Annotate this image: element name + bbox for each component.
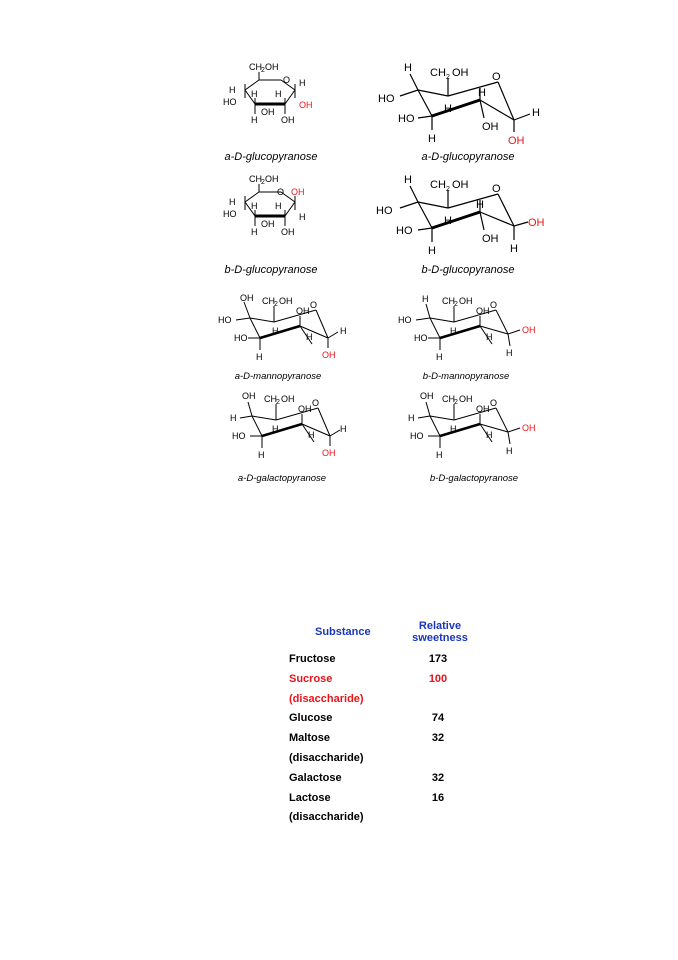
svg-text:OH: OH [522, 423, 536, 433]
svg-text:H: H [340, 326, 347, 336]
structure-b-d-mannopyranose [392, 290, 552, 370]
svg-text:HO: HO [218, 315, 232, 325]
table-row-name: (disaccharide) [289, 752, 364, 764]
structure-b-d-glucopyranose-haworth [215, 172, 325, 262]
svg-text:OH: OH [261, 219, 275, 229]
svg-text:H: H [444, 103, 452, 115]
svg-text:O: O [490, 300, 498, 310]
structure-a-d-galactopyranose [214, 388, 364, 468]
svg-text:CH: CH [262, 296, 275, 306]
caption-structure-3: b-D-glucopyranose [224, 264, 318, 276]
table-row-value: 32 [431, 732, 445, 744]
svg-text:OH: OH [459, 394, 473, 404]
structure-a-d-mannopyranose [212, 290, 362, 370]
svg-text:OH: OH [281, 394, 295, 404]
svg-text:H: H [408, 413, 415, 423]
svg-text:OH: OH [279, 296, 293, 306]
svg-text:OH: OH [528, 217, 545, 229]
svg-text:CH: CH [264, 394, 277, 404]
svg-text:H: H [450, 424, 457, 434]
caption-structure-6: b-D-mannopyranose [422, 371, 510, 382]
svg-text:OH: OH [452, 67, 469, 79]
svg-text:H: H [478, 87, 486, 99]
svg-text:H: H [308, 430, 315, 440]
svg-text:HO: HO [234, 333, 248, 343]
svg-text:H: H [299, 78, 306, 88]
svg-text:OH: OH [265, 62, 279, 72]
svg-text:OH: OH [281, 115, 295, 125]
table-row-name: (disaccharide) [289, 693, 364, 705]
table-row-value: 100 [428, 673, 448, 685]
table-row-name: Sucrose [289, 673, 333, 685]
svg-text:H: H [450, 326, 457, 336]
svg-text:2: 2 [274, 301, 278, 308]
svg-text:HO: HO [232, 431, 246, 441]
svg-text:O: O [277, 187, 285, 197]
table-row-value: 32 [431, 772, 445, 784]
svg-text:2: 2 [446, 186, 450, 193]
table-row-value: 16 [431, 792, 445, 804]
caption-structure-2: a-D-glucopyranose [421, 151, 515, 163]
svg-text:O: O [492, 183, 501, 195]
svg-text:H: H [251, 89, 258, 99]
svg-text:H: H [506, 446, 513, 456]
svg-text:H: H [272, 326, 279, 336]
ch2oh-label: CH [249, 62, 262, 72]
svg-text:H: H [476, 199, 484, 211]
svg-text:H: H [436, 352, 443, 362]
svg-text:OH: OH [508, 135, 525, 147]
svg-text:O: O [492, 71, 501, 83]
svg-text:OH: OH [322, 350, 336, 360]
svg-text:OH: OH [298, 404, 312, 414]
structure-b-d-galactopyranose [392, 388, 552, 468]
svg-text:HO: HO [223, 209, 237, 219]
caption-structure-5: a-D-mannopyranose [234, 371, 322, 382]
table-row-name: Glucose [289, 712, 333, 724]
svg-text:OH: OH [482, 233, 499, 245]
svg-text:H: H [299, 212, 306, 222]
svg-text:H: H [340, 424, 347, 434]
caption-structure-8: b-D-galactopyranose [429, 473, 519, 484]
svg-text:H: H [229, 85, 236, 95]
svg-text:H: H [256, 352, 263, 362]
svg-text:OH: OH [299, 100, 313, 110]
svg-text:CH: CH [442, 296, 455, 306]
svg-text:OH: OH [261, 107, 275, 117]
svg-text:H: H [251, 227, 258, 237]
table-row-name: Galactose [289, 772, 342, 784]
svg-text:H: H [404, 62, 412, 74]
svg-text:CH: CH [430, 179, 446, 191]
svg-text:H: H [251, 201, 258, 211]
header-relative-sweetness: Relative sweetness [412, 620, 468, 644]
svg-text:O: O [310, 300, 318, 310]
table-row-name: Fructose [289, 653, 336, 665]
svg-text:OH: OH [420, 391, 434, 401]
svg-text:OH: OH [242, 391, 256, 401]
svg-text:H: H [422, 294, 429, 304]
svg-text:H: H [532, 107, 540, 119]
header-substance: Substance [315, 626, 371, 638]
svg-text:HO: HO [396, 225, 413, 237]
svg-text:OH: OH [296, 306, 310, 316]
svg-text:2: 2 [261, 179, 265, 186]
svg-text:OH: OH [322, 448, 336, 458]
structure-a-d-glucopyranose-haworth [215, 60, 325, 150]
svg-text:H: H [230, 413, 237, 423]
svg-text:H: H [258, 450, 265, 460]
structure-b-d-glucopyranose-chair [370, 172, 550, 262]
svg-text:OH: OH [522, 325, 536, 335]
svg-text:HO: HO [398, 113, 415, 125]
svg-text:H: H [251, 115, 258, 125]
svg-text:H: H [275, 89, 282, 99]
svg-text:HO: HO [414, 333, 428, 343]
table-row-name: (disaccharide) [289, 811, 364, 823]
svg-text:O: O [283, 75, 291, 85]
svg-text:H: H [506, 348, 513, 358]
svg-text:H: H [404, 174, 412, 186]
table-row-value: 173 [428, 653, 448, 665]
svg-text:HO: HO [223, 97, 237, 107]
svg-text:H: H [229, 197, 236, 207]
table-row-name: Maltose [289, 732, 330, 744]
svg-text:2: 2 [261, 67, 265, 74]
svg-text:2: 2 [446, 74, 450, 81]
svg-text:OH: OH [476, 404, 490, 414]
table-row-name: Lactose [289, 792, 331, 804]
svg-text:OH: OH [459, 296, 473, 306]
svg-text:HO: HO [378, 93, 395, 105]
svg-text:O: O [312, 398, 320, 408]
svg-text:2: 2 [454, 399, 458, 406]
svg-text:OH: OH [281, 227, 295, 237]
svg-text:OH: OH [240, 293, 254, 303]
structure-a-d-glucopyranose-chair [370, 60, 550, 150]
table-row-value: 74 [431, 712, 445, 724]
svg-text:H: H [275, 201, 282, 211]
svg-text:H: H [486, 332, 493, 342]
svg-text:OH: OH [265, 174, 279, 184]
svg-text:H: H [444, 215, 452, 227]
caption-structure-1: a-D-glucopyranose [224, 151, 318, 163]
svg-text:HO: HO [410, 431, 424, 441]
caption-structure-7: a-D-galactopyranose [237, 473, 327, 484]
svg-text:O: O [490, 398, 498, 408]
svg-text:H: H [428, 133, 436, 145]
caption-structure-4: b-D-glucopyranose [421, 264, 515, 276]
svg-text:HO: HO [398, 315, 412, 325]
svg-text:OH: OH [452, 179, 469, 191]
svg-text:HO: HO [376, 205, 393, 217]
svg-text:H: H [510, 243, 518, 255]
svg-text:H: H [428, 245, 436, 257]
svg-text:CH: CH [442, 394, 455, 404]
svg-text:H: H [486, 430, 493, 440]
svg-text:H: H [306, 332, 313, 342]
svg-text:OH: OH [291, 187, 305, 197]
svg-text:CH: CH [249, 174, 262, 184]
svg-text:2: 2 [454, 301, 458, 308]
svg-text:2: 2 [276, 399, 280, 406]
svg-text:H: H [436, 450, 443, 460]
svg-text:OH: OH [476, 306, 490, 316]
svg-text:H: H [272, 424, 279, 434]
svg-text:OH: OH [482, 121, 499, 133]
svg-text:CH: CH [430, 67, 446, 79]
